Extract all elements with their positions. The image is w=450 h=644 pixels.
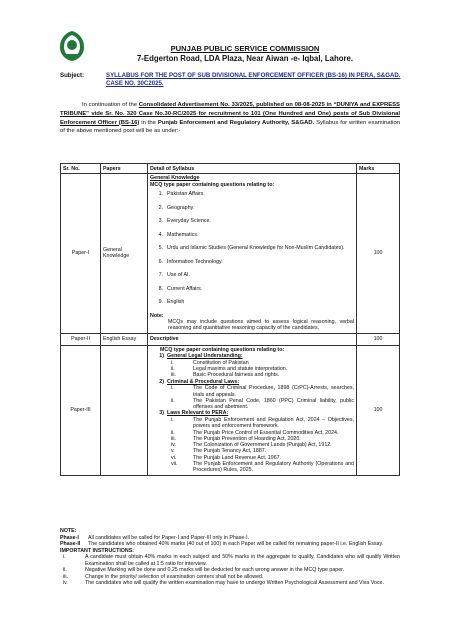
paper3-detail xyxy=(148,345,357,475)
phase1-text: All candidates will be called for Paper-I and Paper-III only in Phase-I. xyxy=(88,534,250,541)
table-row-paper-2 xyxy=(61,333,400,345)
list-item-text: The Punjab Tenancy Act, 1887. xyxy=(193,448,267,455)
paper3-mcq-line: MCQ type paper containing questions relating to: xyxy=(160,346,285,353)
list-item-text: The Colonization of Government Lands (Punjab) Act, 1912. xyxy=(193,442,332,449)
list-item-number: i. xyxy=(171,359,174,366)
list-item xyxy=(60,554,400,567)
list-item-number: iv. xyxy=(171,442,176,449)
col-header-detail: Detail of Syllabus xyxy=(148,164,357,174)
paper2-marks: 100 xyxy=(357,333,400,345)
paper2-sr: Paper-II xyxy=(61,333,101,345)
paper2-name: English Essay xyxy=(101,333,148,345)
list-item xyxy=(150,205,354,212)
list-item-number: 8. xyxy=(158,285,163,292)
section-number: 1) xyxy=(159,353,164,360)
syllabus-table xyxy=(60,163,400,476)
paper1-note-label: Note: xyxy=(150,312,164,319)
phase2-text: The candidates who obtained 40% marks (40 out of 100) in each Paper will be called for remaining paper-II i.e. English Essay. xyxy=(88,541,384,547)
section-number: 3) xyxy=(159,410,164,417)
list-item-number: i. xyxy=(171,385,174,392)
list-item-number: 5. xyxy=(158,245,163,252)
col-header-marks: Marks xyxy=(357,164,400,174)
ppsc-logo xyxy=(57,29,87,63)
paper1-heading: General Knowledge xyxy=(150,175,200,181)
list-item xyxy=(150,232,354,239)
list-item-text: Information Technology. xyxy=(167,258,223,265)
intro-paragraph xyxy=(60,101,400,136)
list-item-number: vii. xyxy=(171,460,178,467)
list-item-number: iii. xyxy=(63,573,69,580)
list-item-text: Geography. xyxy=(167,204,195,211)
list-item xyxy=(150,245,354,252)
list-item-number: iv. xyxy=(63,580,68,586)
list-item-number: ii. xyxy=(171,397,175,404)
org-name: PUNJAB PUBLIC SERVICE COMMISSION xyxy=(170,44,320,53)
list-item-number: 3. xyxy=(158,218,163,225)
org-address: 7-Edgerton Road, LDA Plaza, Near Aiwan -e- Iqbal, Lahore. xyxy=(136,54,354,63)
paper1-marks: 100 xyxy=(357,174,400,334)
list-item-text: Mathematics. xyxy=(167,231,199,238)
list-item xyxy=(150,417,354,430)
list-item-text: Change in the priority/ selection of examination centers shall not be allowed. xyxy=(85,573,264,580)
paper1-topic-list xyxy=(150,191,354,305)
table-header-row xyxy=(61,164,400,174)
list-item-number: 2. xyxy=(158,204,163,211)
col-header-papers: Papers xyxy=(101,164,148,174)
paper1-note: MCQs may include questions aimed to assess logical reasoning, verbal reasoning and quantitative reasoning capacity of the candidates. xyxy=(168,319,354,332)
intro-text-2: in the xyxy=(139,119,158,126)
paper1-mcq-line: MCQ type paper containing questions relating to: xyxy=(150,181,275,188)
list-item-text: Urdu and Islamic Studies (General Knowledge for Non-Muslim Candidates). xyxy=(167,245,345,252)
list-item xyxy=(150,191,354,198)
paper1-sr: Paper-I xyxy=(61,174,101,334)
subject-text: SYLLABUS FOR THE POST OF SUB DIVISIONAL ENFORCEMENT OFFICER (BS-16) IN PERA, S&GAD. CASE NO. 30C2025. xyxy=(106,72,401,87)
list-item-text: The Pakistan Penal Code, 1860 (PPC) Criminal liability, public offenses and abetment. xyxy=(193,397,354,411)
phase2-label: Phase-II xyxy=(60,541,81,547)
list-item-text: Basic Procedural fairness and rights. xyxy=(193,372,280,379)
list-item-number: v. xyxy=(171,448,175,455)
list-item-text: Constitution of Pakistan xyxy=(193,359,249,366)
list-item-number: 1. xyxy=(158,191,163,198)
list-item-number: ii. xyxy=(171,429,175,436)
section-title: General Legal Understanding: xyxy=(167,353,243,360)
advertisement-reference: Consolidated Advertisement No. 33/2025, published on 08-08-2025 in “DUNIYA and EXPRESS TRIBUNE” vide Sr. No. 320 Case No.30-RC/2025 for recruitment to 101 (One Hundred and One) posts of Sub Divisional Enforcement Officer (BS-16) xyxy=(60,102,400,126)
list-item-number: iii. xyxy=(171,372,177,379)
list-item-text: Current Affairs. xyxy=(167,285,203,292)
table-row-paper-3 xyxy=(61,345,400,475)
department-name: Punjab Enforcement and Regulatory Authority, S&GAD. xyxy=(157,119,315,126)
list-item xyxy=(150,259,354,266)
list-item-number: 4. xyxy=(158,231,163,238)
paper1-name: General Knowledge xyxy=(101,174,148,334)
list-item-text: Use of AI. xyxy=(167,272,190,279)
phase2-row xyxy=(60,541,400,548)
list-item xyxy=(150,385,354,398)
list-item-text: The Punjab Enforcement and Regulation Act, 2024 – Objectives, powers and enforcement framework. xyxy=(193,416,354,430)
list-item xyxy=(150,272,354,279)
col-header-sr: Sr. No. xyxy=(61,164,101,174)
list-item-text: The Punjab Price Control of Essential Commodities Act, 2024. xyxy=(193,429,339,436)
subject-label: Subject: xyxy=(60,72,85,79)
list-item-text: The Punjab Prevention of Hoarding Act, 2020. xyxy=(193,435,301,442)
instructions-title: IMPORTANT INSTRUCTIONS: xyxy=(60,547,135,554)
paper3-marks: 100 xyxy=(357,345,400,475)
paper2-detail: Descriptive xyxy=(148,333,357,345)
list-item-text: English xyxy=(167,299,185,306)
list-item-text: The Punjab Land Revenue Act, 1967. xyxy=(193,454,282,461)
list-item-number: i. xyxy=(171,416,174,423)
table-row-paper-1 xyxy=(61,174,400,334)
list-item-text: Everyday Science. xyxy=(167,218,211,225)
list-item-text: Legal maxims and statute interpretation. xyxy=(193,366,288,373)
list-item xyxy=(150,299,354,306)
list-item xyxy=(150,218,354,225)
list-item-number: iii. xyxy=(171,435,177,442)
notes-section xyxy=(60,528,400,587)
list-item-text: A candidate must obtain 40% marks in each subject and 50% marks in the aggregate to qualify. Candidates who will qualify Written Examination shall be called at 1:5 ratio for interview. xyxy=(85,554,400,567)
list-item-number: i. xyxy=(63,554,66,560)
list-item-text: The Punjab Enforcement and Regulatory Authority (Operations and Procedures) Rules, 2025. xyxy=(193,460,354,474)
list-item-number: ii. xyxy=(171,366,175,373)
list-item xyxy=(150,286,354,293)
paper3-section-list xyxy=(150,353,354,473)
list-item-number: vi. xyxy=(171,454,177,461)
paper1-detail xyxy=(148,174,357,334)
list-item xyxy=(150,461,354,474)
list-item xyxy=(150,398,354,411)
note-title: NOTE: xyxy=(60,528,77,534)
list-item-text: The candidates who will qualify the written examination may have to undergo Written Psychological Assessment and Viva Voce. xyxy=(85,580,384,586)
instructions-list xyxy=(60,554,400,587)
list-item xyxy=(60,580,400,587)
list-item-number: ii. xyxy=(63,567,67,573)
paper3-sr: Paper-III xyxy=(61,345,101,475)
section-number: 2) xyxy=(159,378,164,385)
list-item-text: Pakistan Affairs. xyxy=(167,191,205,198)
list-item-number: 6. xyxy=(158,258,163,265)
list-item-number: 7. xyxy=(158,272,163,279)
list-item-number: 9. xyxy=(158,299,163,306)
section-title: Criminal & Procedural Laws: xyxy=(167,378,240,385)
section-title: Laws Relevant to PERA: xyxy=(167,410,229,417)
intro-text-3: Syllabus for written examination of the above mentioned post will be as under:- xyxy=(60,119,400,135)
list-item-text: Negative Marking will be done and 0.25 marks will be deducted for each wrong answer in the MCQ type paper. xyxy=(85,567,345,573)
intro-text-1: In continuation of the xyxy=(82,102,139,108)
phase1-label: Phase-I xyxy=(60,534,79,541)
list-item-text: The Code of Criminal Procedure, 1898 (CrPC)-Arrests, searches, trials and appeals. xyxy=(193,385,354,398)
